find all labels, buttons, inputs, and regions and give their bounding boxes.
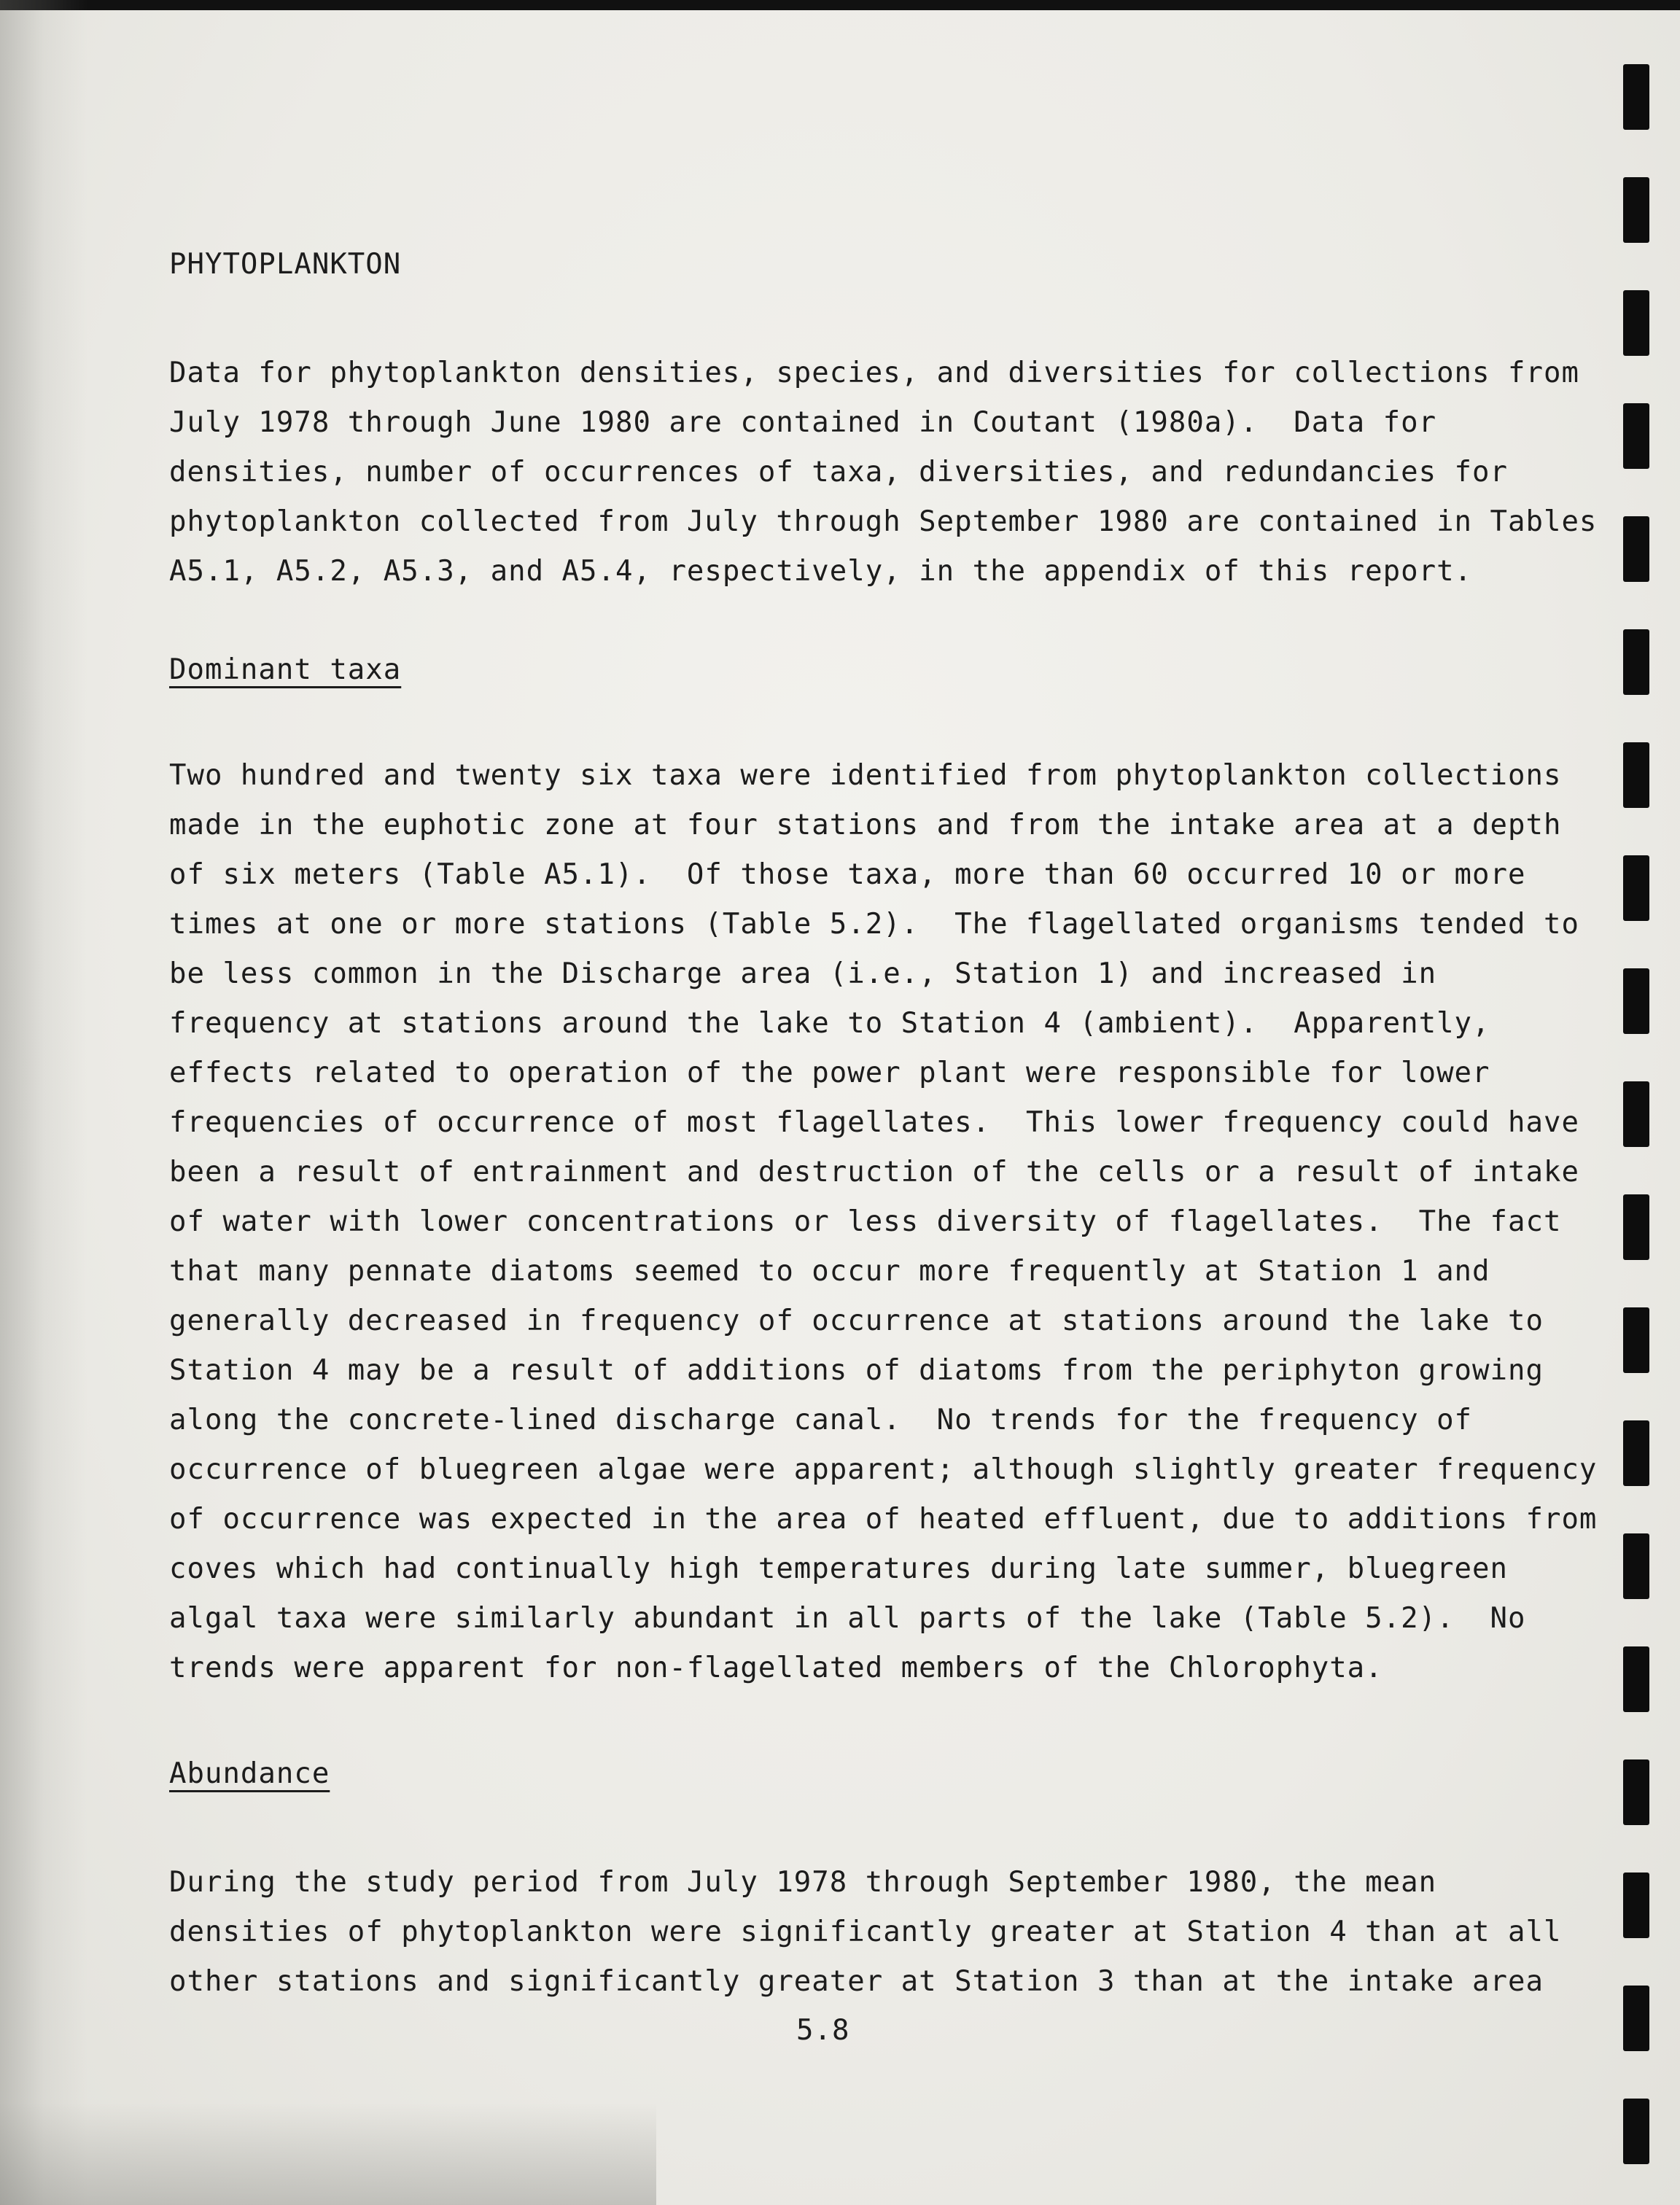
binder-mark <box>1623 1420 1649 1486</box>
intro-line: A5.1, A5.2, A5.3, and A5.4, respectively, in the appendix of this report. <box>169 555 1473 588</box>
binder-punch-marks <box>1623 64 1649 2179</box>
dominant-line: of occurrence was expected in the area of heated effluent, due to additions from <box>169 1503 1598 1536</box>
binder-mark <box>1623 1081 1649 1147</box>
section-title: PHYTOPLANKTON <box>169 248 402 281</box>
binder-mark <box>1623 1872 1649 1938</box>
binder-mark <box>1623 403 1649 469</box>
binder-mark <box>1623 64 1649 130</box>
binder-mark <box>1623 2099 1649 2164</box>
dominant-line: of six meters (Table A5.1). Of those taxa, more than 60 occurred 10 or more <box>169 858 1526 891</box>
dominant-line: generally decreased in frequency of occurrence at stations around the lake to <box>169 1304 1544 1337</box>
dominant-line: times at one or more stations (Table 5.2). The flagellated organisms tended to <box>169 908 1579 941</box>
dominant-line: of water with lower concentrations or less diversity of flagellates. The fact <box>169 1205 1562 1238</box>
scan-left-noise <box>0 0 88 2205</box>
binder-mark <box>1623 177 1649 243</box>
binder-mark <box>1623 742 1649 808</box>
intro-paragraph <box>169 349 1598 596</box>
page-number: 5.8 <box>796 2014 850 2047</box>
scan-top-edge <box>0 0 1680 10</box>
abundance-line: other stations and significantly greater at Station 3 than at the intake area <box>169 1965 1544 1998</box>
dominant-line: effects related to operation of the power plant were responsible for lower <box>169 1057 1490 1089</box>
binder-mark <box>1623 1986 1649 2051</box>
dominant-line: made in the euphotic zone at four stations and from the intake area at a depth <box>169 809 1562 841</box>
dominant-line: algal taxa were similarly abundant in all parts of the lake (Table 5.2). No <box>169 1602 1526 1635</box>
binder-mark <box>1623 516 1649 582</box>
dominant-line: be less common in the Discharge area (i.e., Station 1) and increased in <box>169 957 1437 990</box>
abundance-line: During the study period from July 1978 through September 1980, the mean <box>169 1866 1437 1899</box>
intro-line: July 1978 through June 1980 are contained in Coutant (1980a). Data for <box>169 406 1437 439</box>
abundance-paragraph <box>169 1858 1562 2007</box>
dominant-line: been a result of entrainment and destruction of the cells or a result of intake <box>169 1156 1579 1189</box>
intro-line: phytoplankton collected from July through September 1980 are contained in Tables <box>169 505 1598 538</box>
binder-mark <box>1623 629 1649 695</box>
binder-mark <box>1623 1533 1649 1599</box>
binder-mark <box>1623 855 1649 921</box>
binder-mark <box>1623 968 1649 1034</box>
binder-mark <box>1623 1646 1649 1712</box>
intro-line: densities, number of occurrences of taxa, diversities, and redundancies for <box>169 456 1508 489</box>
binder-mark <box>1623 1307 1649 1373</box>
dominant-line: occurrence of bluegreen algae were apparent; although slightly greater frequency <box>169 1453 1598 1486</box>
dominant-line: along the concrete-lined discharge canal. No trends for the frequency of <box>169 1404 1473 1436</box>
dominant-line: trends were apparent for non-flagellated members of the Chlorophyta. <box>169 1652 1383 1684</box>
intro-line: Data for phytoplankton densities, species, and diversities for collections from <box>169 357 1579 389</box>
scan-bottom-noise <box>0 2103 656 2205</box>
dominant-taxa-heading: Dominant taxa <box>169 653 402 686</box>
dominant-taxa-paragraph <box>169 751 1598 1693</box>
dominant-line: Station 4 may be a result of additions of diatoms from the periphyton growing <box>169 1354 1544 1387</box>
dominant-line: frequency at stations around the lake to Station 4 (ambient). Apparently, <box>169 1007 1490 1040</box>
binder-mark <box>1623 1759 1649 1825</box>
abundance-line: densities of phytoplankton were significantly greater at Station 4 than at all <box>169 1916 1562 1948</box>
binder-mark <box>1623 290 1649 356</box>
binder-mark <box>1623 1194 1649 1260</box>
abundance-heading: Abundance <box>169 1757 330 1790</box>
dominant-line: frequencies of occurrence of most flagellates. This lower frequency could have <box>169 1106 1579 1139</box>
dominant-line: that many pennate diatoms seemed to occur more frequently at Station 1 and <box>169 1255 1490 1288</box>
dominant-line: coves which had continually high temperatures during late summer, bluegreen <box>169 1552 1508 1585</box>
dominant-line: Two hundred and twenty six taxa were identified from phytoplankton collections <box>169 759 1562 792</box>
